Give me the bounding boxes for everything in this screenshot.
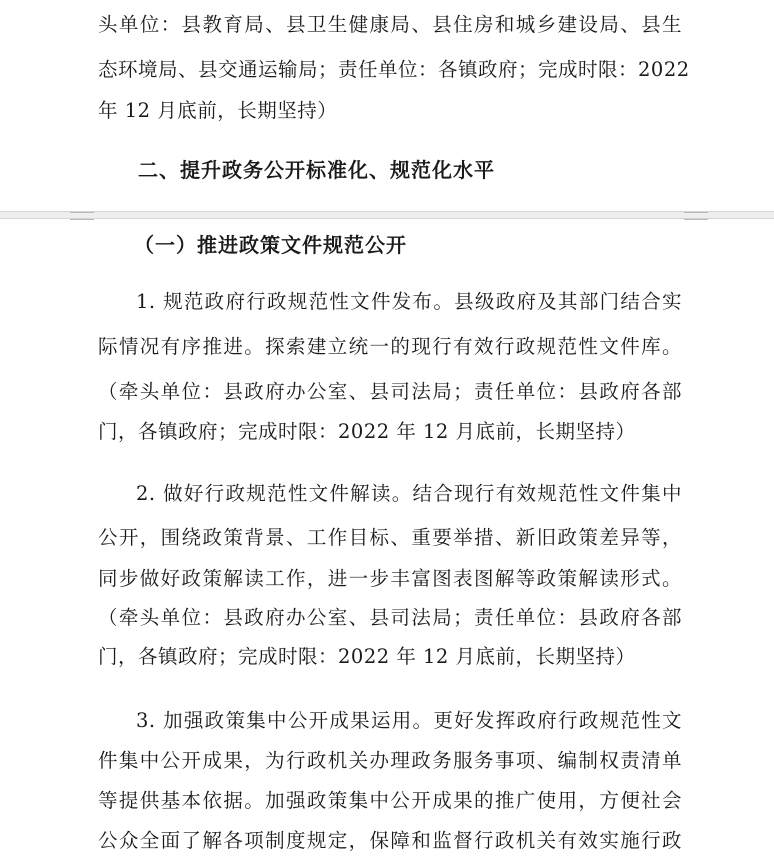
page-break-gap: [0, 211, 774, 219]
subsection-heading: （一）推进政策文件规范公开: [134, 233, 407, 257]
body-text-line: 等提供基本依据。加强政策集中公开成果的推广使用，方便社会: [98, 789, 682, 812]
page-corner-mark-left: [70, 212, 94, 220]
body-text-line: （牵头单位：县政府办公室、县司法局；责任单位：县政府各部: [98, 606, 682, 629]
body-text-line: 公众全面了解各项制度规定，保障和监督行政机关有效实施行政: [98, 829, 682, 852]
body-text-line: 头单位：县教育局、县卫生健康局、县住房和城乡建设局、县生: [98, 13, 682, 36]
body-text-line: 3. 加强政策集中公开成果运用。更好发挥政府行政规范性文: [136, 709, 682, 732]
body-text-line: 门，各镇政府；完成时限：2022 年 12 月底前，长期坚持）: [98, 645, 636, 668]
body-text-line: 2. 做好行政规范性文件解读。结合现行有效规范性文件集中: [136, 482, 682, 505]
body-text-line: 公开，围绕政策背景、工作目标、重要举措、新旧政策差异等，: [98, 526, 682, 549]
body-text-line: 态环境局、县交通运输局；责任单位：各镇政府；完成时限：2022: [98, 58, 690, 81]
body-text-line: 件集中公开成果，为行政机关办理政务服务事项、编制权责清单: [98, 749, 682, 772]
page-corner-mark-right: [684, 212, 708, 220]
body-text-line: 门，各镇政府；完成时限：2022 年 12 月底前，长期坚持）: [98, 420, 636, 443]
body-text-line: 年 12 月底前，长期坚持）: [98, 99, 338, 122]
body-text-line: （牵头单位：县政府办公室、县司法局；责任单位：县政府各部: [98, 380, 682, 403]
section-heading: 二、提升政务公开标准化、规范化水平: [138, 158, 495, 182]
body-text-line: 1. 规范政府行政规范性文件发布。县级政府及其部门结合实: [136, 290, 682, 313]
body-text-line: 同步做好政策解读工作，进一步丰富图表图解等政策解读形式。: [98, 567, 682, 590]
body-text-line: 际情况有序推进。探索建立统一的现行有效行政规范性文件库。: [98, 335, 682, 358]
